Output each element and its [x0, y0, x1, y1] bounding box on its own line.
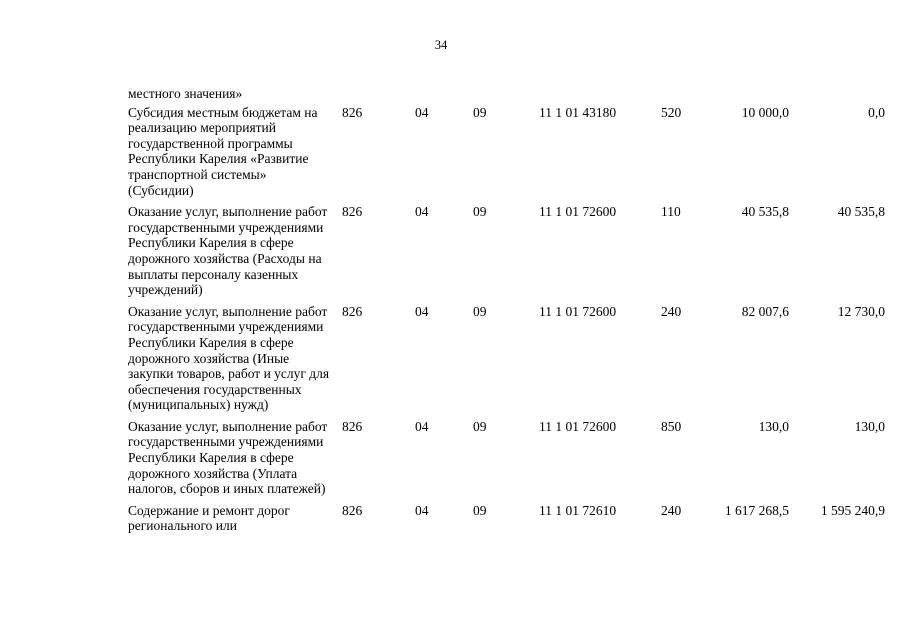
- subsection-code: 09: [473, 502, 487, 518]
- section-code: 04: [415, 303, 429, 319]
- table-row: [128, 204, 888, 298]
- amount-year1: 130,0: [758, 418, 789, 434]
- expense-type: 240: [661, 502, 682, 518]
- admin-code: 826: [342, 204, 363, 220]
- amount-year2: 130,0: [854, 418, 885, 434]
- section-code: 04: [415, 502, 429, 518]
- section-code: 04: [415, 104, 429, 120]
- budget-table: [128, 86, 888, 534]
- subsection-code: 09: [473, 204, 487, 220]
- amount-year1: 40 535,8: [741, 204, 789, 220]
- subsection-code: 09: [473, 303, 487, 319]
- amount-year2: 12 730,0: [837, 303, 885, 319]
- table-row: [128, 304, 888, 413]
- target-article: 11 1 01 72600: [539, 418, 617, 434]
- target-article: 11 1 01 72600: [539, 204, 617, 220]
- amount-year2: 1 595 240,9: [820, 502, 885, 518]
- row-description: Оказание услуг, выполнение работ государственными учреждениями Республики Карелия в сфере дорожного хозяйства (Иные закупки товаров, работ и услуг для обеспечения государственных (муниципальных) нужд): [128, 303, 330, 413]
- amount-year2: 40 535,8: [837, 204, 885, 220]
- section-code: 04: [415, 418, 429, 434]
- section-code: 04: [415, 204, 429, 220]
- row-description: Субсидия местным бюджетам на реализацию мероприятий государственной программы Республики Карелия «Развитие транспортной системы» (Субсидии): [128, 104, 318, 198]
- admin-code: 826: [342, 418, 363, 434]
- subsection-code: 09: [473, 418, 487, 434]
- table-row-continuation: [128, 86, 888, 102]
- target-article: 11 1 01 43180: [539, 104, 617, 120]
- row-description: Содержание и ремонт дорог регионального или: [128, 502, 290, 534]
- target-article: 11 1 01 72600: [539, 303, 617, 319]
- admin-code: 826: [342, 104, 363, 120]
- amount-year1: 10 000,0: [741, 104, 789, 120]
- amount-year1: 82 007,6: [741, 303, 789, 319]
- expense-type: 520: [661, 104, 682, 120]
- admin-code: 826: [342, 502, 363, 518]
- expense-type: 850: [661, 418, 682, 434]
- admin-code: 826: [342, 303, 363, 319]
- amount-year1: 1 617 268,5: [724, 502, 789, 518]
- table-row: [128, 419, 888, 497]
- row-description: Оказание услуг, выполнение работ государственными учреждениями Республики Карелия в сфере дорожного хозяйства (Расходы на выплаты персоналу казенных учреждений): [128, 204, 328, 298]
- amount-year2: 0,0: [868, 104, 885, 120]
- expense-type: 110: [661, 204, 681, 220]
- row-description: местного значения»: [128, 86, 243, 101]
- table-row: [128, 105, 888, 199]
- table-row: [128, 503, 888, 534]
- row-description: Оказание услуг, выполнение работ государственными учреждениями Республики Карелия в сфере дорожного хозяйства (Уплата налогов, сборов и иных платежей): [128, 418, 328, 497]
- expense-type: 240: [661, 303, 682, 319]
- target-article: 11 1 01 72610: [539, 502, 617, 518]
- page-number: 34: [434, 38, 448, 52]
- subsection-code: 09: [473, 104, 487, 120]
